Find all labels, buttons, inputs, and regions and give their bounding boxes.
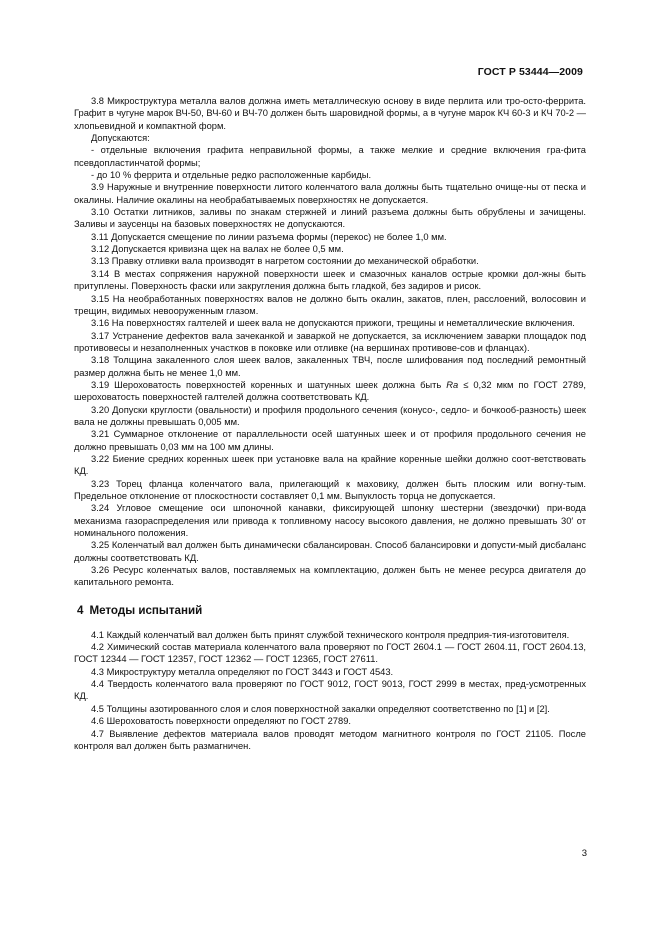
paragraph-4-2: 4.2 Химический состав материала коленчатого вала проверяют по ГОСТ 2604.1 — ГОСТ 2604.11, ГОСТ 2604.13, ГОСТ 12344 — ГОСТ 12357, ГОСТ 12362 — ГОСТ 12365, ГОСТ 27611. <box>74 642 586 665</box>
section-3-continued <box>74 95 586 589</box>
paragraph-3-14: 3.14 В местах сопряжения наружной поверхности шеек и смазочных каналов острые кромки дол-жны быть притуплены. Поверхность фаски или закругления должна быть гладкой, без задиров и рисок. <box>74 268 586 292</box>
paragraph-3-24: 3.24 Угловое смещение оси шпоночной канавки, фиксирующей шпонку шестерни (звездочки) при-вода механизма газораспределения или привода к топливному насосу высокого давления, не должно превышать 30′ от номинального положения. <box>74 503 586 539</box>
paragraph-4-3: 4.3 Микроструктуру металла определяют по ГОСТ 3443 и ГОСТ 4543. <box>91 666 394 677</box>
paragraph-3-22: 3.22 Биение средних коренных шеек при установке вала на крайние коренные шейки должно соот-ветствовать КД. <box>74 453 586 477</box>
paragraph-3-19-end: ≤ 0,32 мкм по ГОСТ 2789, шероховатость поверхностей галтелей должна соответствовать КД. <box>74 379 586 403</box>
paragraph-3-15: 3.15 На необработанных поверхностях валов не должно быть окалин, закатов, плен, расслоений, волосовин и трещин, видимых невооруженным глазом. <box>74 293 586 316</box>
paragraph-3-8: 3.8 Микроструктура металла валов должна иметь металлическую основу в виде перлита или тро-осто-феррита. Графит в чугуне марок ВЧ-50, ВЧ-60 и ВЧ-70 должен быть шаровидной формы, а в чугуне марок КЧ 60-3 и КЧ 70-2 — хлопьевидной и компактной форм. <box>74 96 586 131</box>
paragraph-3-16: 3.16 На поверхностях галтелей и шеек вала не допускаются прижоги, трещины и неметаллические включения. <box>91 318 575 329</box>
document-body <box>74 95 586 752</box>
paragraph-4-7: 4.7 Выявление дефектов материала валов проводят методом магнитного контроля по ГОСТ 21105. После контроля вал должен быть размагничен. <box>74 728 586 751</box>
document-code-header: ГОСТ Р 53444—2009 <box>477 66 583 78</box>
paragraph-3-13: 3.13 Правку отливки вала производят в нагретом состоянии до механической обработки. <box>91 256 479 267</box>
paragraph-3-12: 3.12 Допускается кривизна щек на валах не более 0,5 мм. <box>91 244 344 255</box>
paragraph-3-17: 3.17 Устранение дефектов вала зачеканкой и заваркой не допускается, за исключением заварки площадок под противовесы и незаполненных участков в поковке или отливке (на вершинах противове-сов и фланцах). <box>74 330 586 353</box>
paragraph-4-6: 4.6 Шероховатость поверхности определяют по ГОСТ 2789. <box>91 716 351 727</box>
section-number: 4 <box>77 603 84 617</box>
paragraph-3-26: 3.26 Ресурс коленчатых валов, поставляемых на комплектацию, должен быть не менее ресурса двигателя до капитального ремонта. <box>74 565 586 588</box>
paragraph-4-5: 4.5 Толщины азотированного слоя и слоя поверхностной закалки определяют соответственно по [1] и [2]. <box>91 703 550 714</box>
paragraph-3-25: 3.25 Коленчатый вал должен быть динамически сбалансирован. Способ балансировки и допусти-мый дисбаланс должны соответствовать КД. <box>74 540 586 563</box>
paragraph-3-9: 3.9 Наружные и внутренние поверхности литого коленчатого вала должны быть тщательно очище-ны от песка и окалины. Наличие окалины на необрабатываемых поверхностях не допускается. <box>74 182 586 205</box>
paragraph-allowed-intro: Допускаются: <box>91 133 150 144</box>
paragraph-3-20: 3.20 Допуски круглости (овальности) и профиля продольного сечения (конусо-, седло- и бочкооб-разность) шеек вала не должны превышать 0,005 мм. <box>74 404 586 427</box>
paragraph-3-19 <box>74 379 586 404</box>
list-item-graphite: - отдельные включения графита неправильной формы, а также мелкие и средние включения гра-фита псевдопластинчатой формы; <box>74 145 586 168</box>
list-item-ferrite: - до 10 % феррита и отдельные редко расположенные карбиды. <box>91 170 372 181</box>
paragraph-4-1: 4.1 Каждый коленчатый вал должен быть принят службой технического контроля предприя-тия-изготовителя. <box>91 629 570 640</box>
paragraph-3-18: 3.18 Толщина закаленного слоя шеек валов, закаленных ТВЧ, после шлифования под последний ремонтный размер должна быть не менее 1,0 мм. <box>74 355 586 378</box>
paragraph-3-11: 3.11 Допускается смещение по линии разъема формы (перекос) не более 1,0 мм. <box>91 231 447 242</box>
roughness-symbol: Ra <box>446 379 459 390</box>
paragraph-4-4: 4.4 Твердость коленчатого вала проверяют по ГОСТ 9012, ГОСТ 9013, ГОСТ 2999 в местах, пред-усмотренных КД. <box>74 679 586 702</box>
paragraph-3-19-start: 3.19 Шероховатость поверхностей коренных и шатунных шеек должна быть <box>91 379 447 390</box>
paragraph-3-10: 3.10 Остатки литников, заливы по знакам стержней и линий разъема должны быть обрублены и зачищены. Заливы и заусенцы на базовых поверхностях не допускаются. <box>74 207 586 230</box>
section-4-body <box>74 629 586 752</box>
page-number: 3 <box>581 848 587 859</box>
section-4-heading <box>74 603 586 618</box>
paragraph-3-21: 3.21 Суммарное отклонение от параллельности осей шатунных шеек и от профиля продольного сечения не должно превышать 0,03 мм на 100 мм длины. <box>74 429 586 452</box>
section-title-text: Методы испытаний <box>89 603 203 617</box>
paragraph-3-23: 3.23 Торец фланца коленчатого вала, прилегающий к маховику, должен быть плоским или вогну-тым. Предельное отклонение от плоскостности составляет 0,1 мм. Выпуклость торца не допускается. <box>74 478 586 501</box>
